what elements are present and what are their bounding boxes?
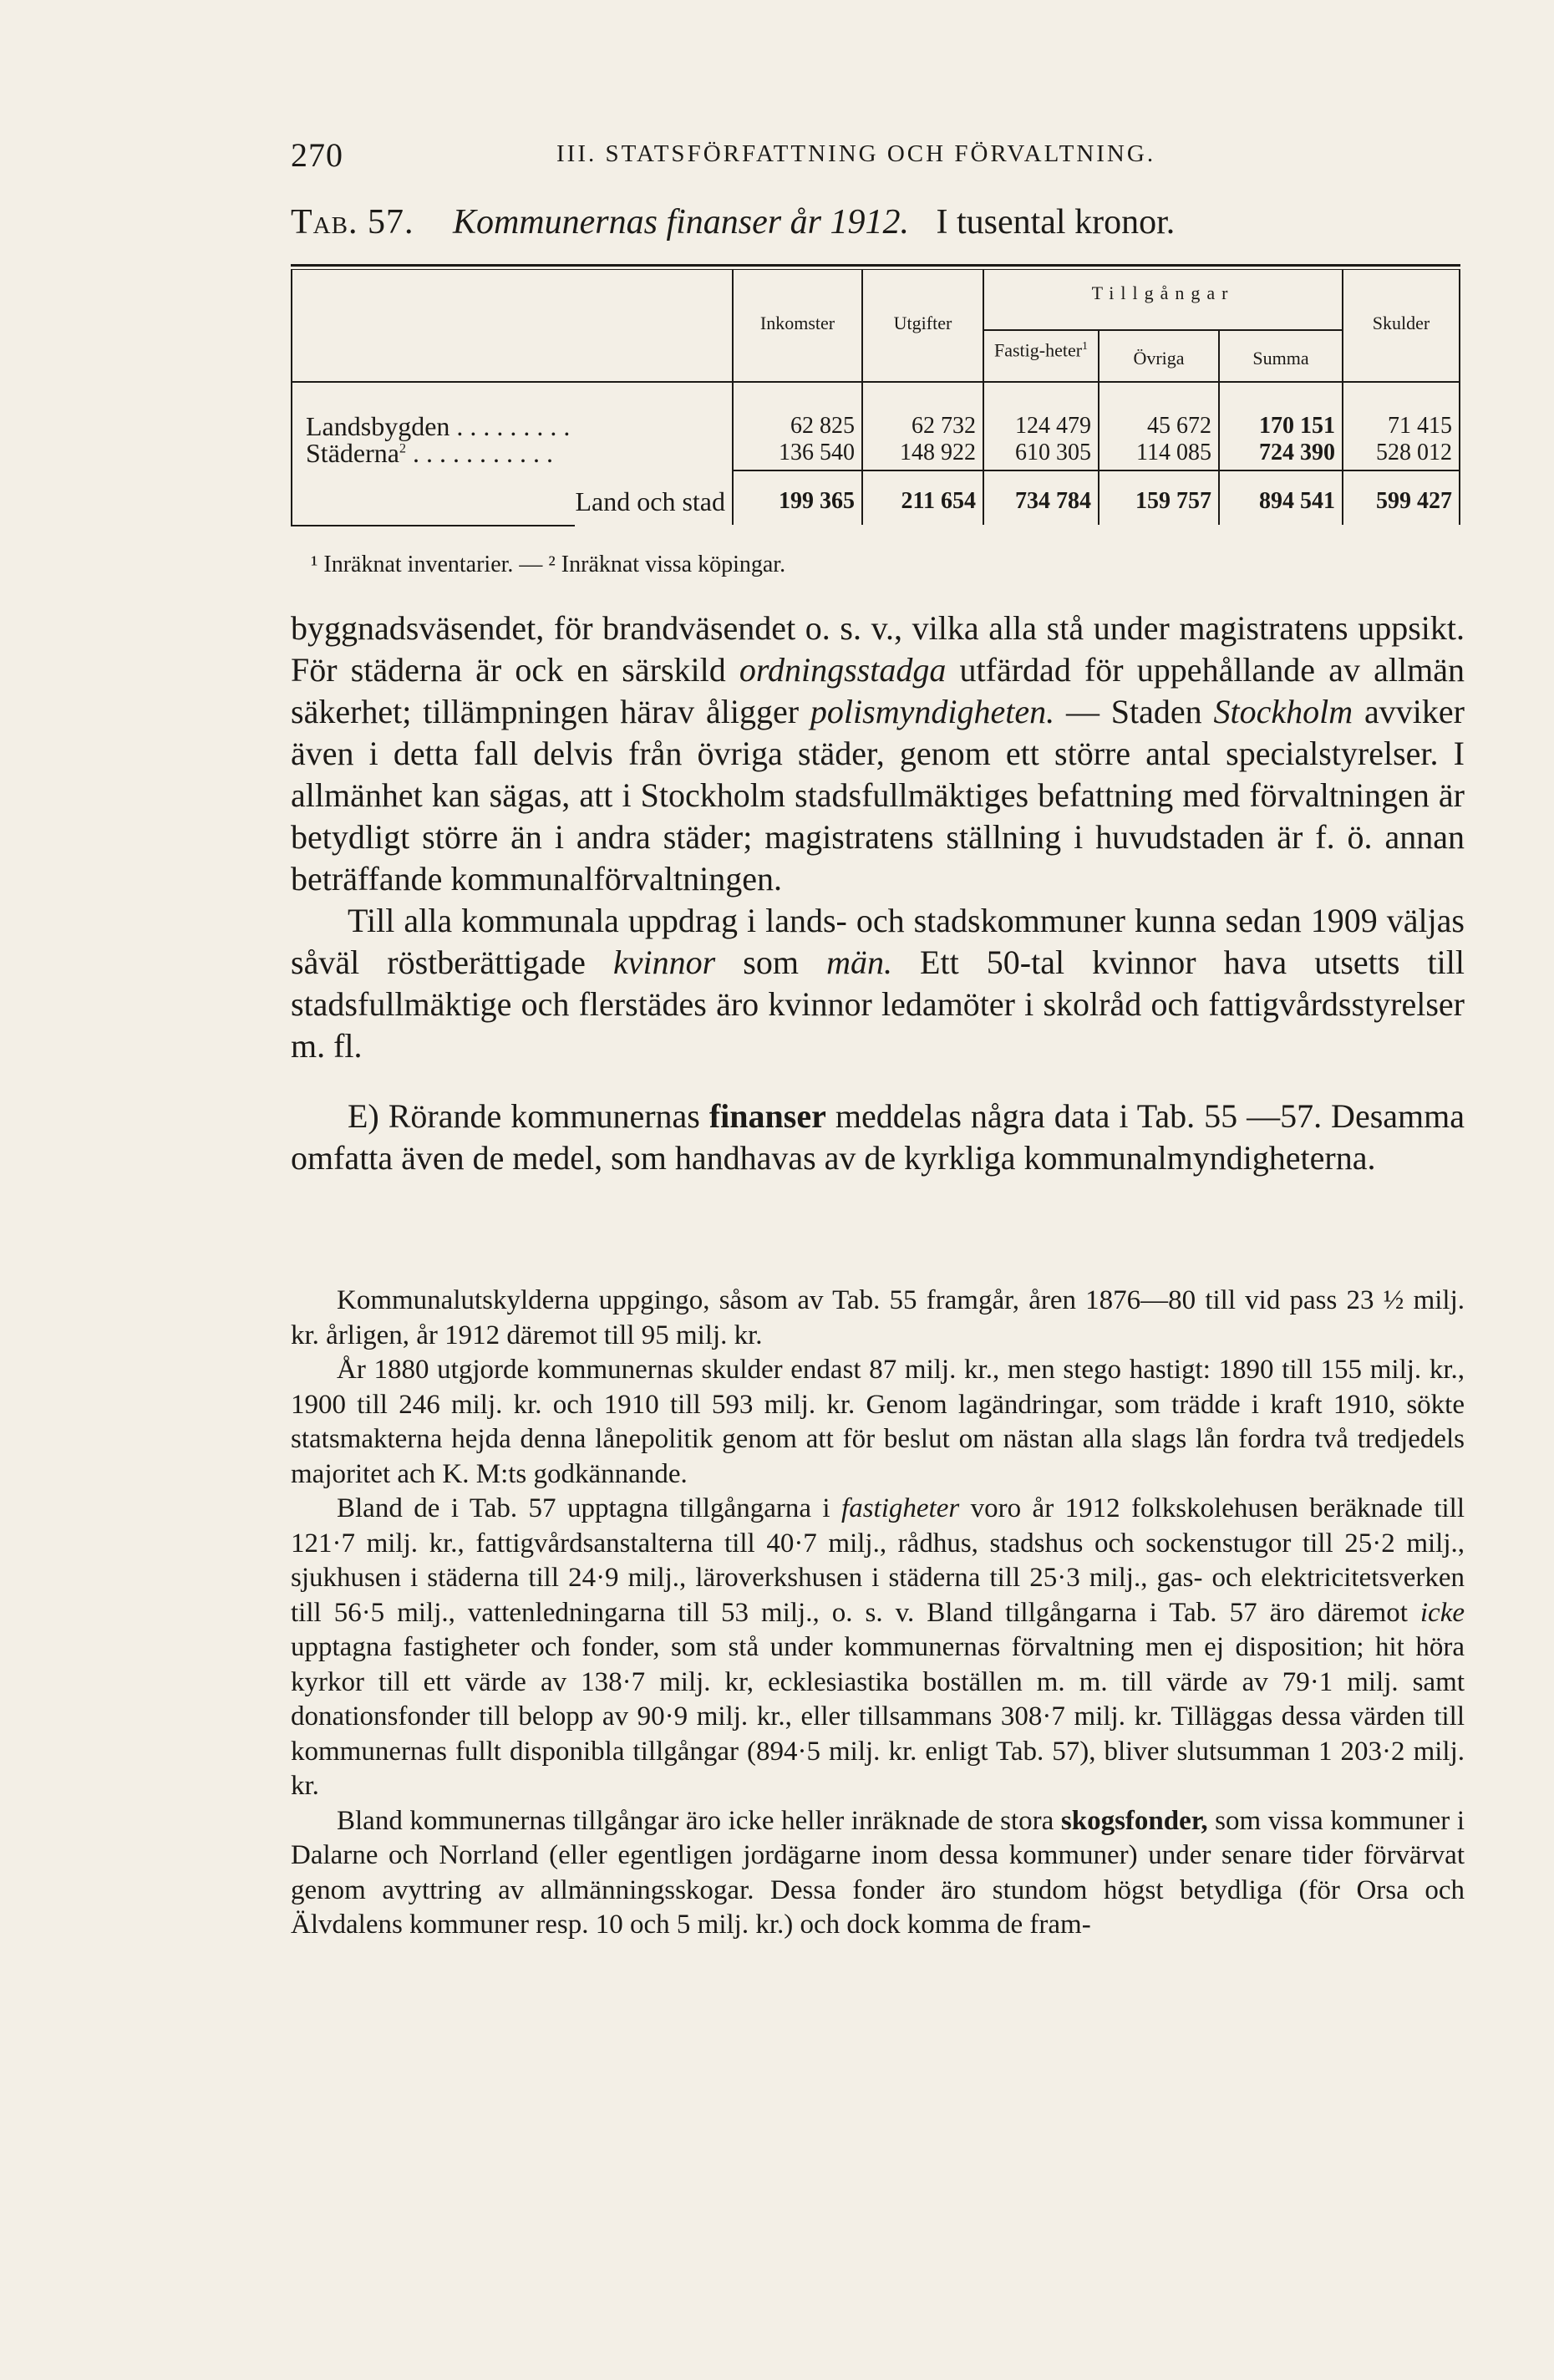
cell-ovriga: 114 085 <box>1136 440 1211 465</box>
paragraph: Till alla kommunala uppdrag i lands- och stadskommuner kunna sedan 1909 väljas såväl röstberättigade kvinnor som män. Ett 50-tal kvinnor hava utsetts till stadsfullmäktige och flerstädes äro kvinnor ledamöter i skolråd och fattigvårdsstyrelser m. fl. <box>291 902 1465 1065</box>
paragraph: byggnadsväsendet, för brandväsendet o. s. v., vilka alla stå under magistratens uppsikt. För städerna är ock en särskild ordningsstadga utfärdad för uppehållande av allmän säkerhet; tillämpningen härav åligger polismyndigheten. — Staden Stockholm avviker även i detta fall delvis från övriga städer, genom ett större antal specialstyrelser. I allmänhet kan sägas, att i Stockholm stadsfullmäktiges befattning med förvaltningen är betydligt större än i andra städer; magistratens ställning i huvudstaden är f. ö. annan beträffande kommunalförvaltningen. <box>291 609 1465 898</box>
col-summa: Summa <box>1252 348 1309 369</box>
row-label-landsbygden: Landsbygden . . . . . . . . . <box>306 411 571 441</box>
col-inkomster: Inkomster <box>759 313 835 333</box>
table-unit: I tusental kronor. <box>936 203 1176 242</box>
row-label-staderna: Städerna$^2$ . . . . . . . . . . . <box>306 438 553 468</box>
body-text-small <box>291 1284 1465 1943</box>
table-rule-top-thin <box>291 269 1460 270</box>
cell-skulder: 71 415 <box>1388 413 1452 439</box>
cell-summa: 170 151 <box>1259 413 1335 439</box>
cell-inkomster: 62 825 <box>790 413 855 439</box>
cell-fastigheter: 124 479 <box>1015 413 1091 439</box>
col-utgifter: Utgifter <box>893 313 952 333</box>
table-title: Kommunernas finanser år 1912. <box>452 203 909 242</box>
table-caption <box>291 202 1175 242</box>
cell-total-skulder: 599 427 <box>1376 488 1452 514</box>
cell-total-fastigheter: 734 784 <box>1015 488 1091 514</box>
col-skulder: Skulder <box>1372 313 1430 333</box>
table-footnote: ¹ Inräknat inventarier. — ² Inräknat vissa köpingar. <box>311 552 786 577</box>
cell-total-inkomster: 199 365 <box>779 488 855 514</box>
row-label-total: Land och stad <box>575 486 725 516</box>
table-rule-top <box>291 264 1460 267</box>
paragraph: Kommunalutskylderna uppgingo, såsom av Tab. 55 framgår, åren 1876—80 till vid pass 23 ½ milj. kr. årligen, år 1912 däremot till 95 milj. kr. <box>291 1285 1465 1350</box>
cell-summa: 724 390 <box>1259 440 1335 465</box>
cell-fastigheter: 610 305 <box>1015 440 1091 465</box>
running-title: III. STATSFÖRFATTNING OCH FÖRVALTNING. <box>556 140 1156 167</box>
cell-inkomster: 136 540 <box>779 440 855 465</box>
cell-skulder: 528 012 <box>1376 440 1452 465</box>
cell-total-ovriga: 159 757 <box>1135 488 1211 514</box>
section-heading-paragraph: E) Rörande kommunernas finanser meddelas några data i Tab. 55 —57. Desamma omfatta även de medel, som handhavas av de kyrkliga kommunalmyndigheterna. <box>291 1097 1465 1177</box>
cell-total-summa: 894 541 <box>1259 488 1335 514</box>
paragraph: År 1880 utgjorde kommunernas skulder endast 87 milj. kr., men stego hastigt: 1890 till 155 milj. kr., 1900 till 246 milj. kr. och 1910 till 593 milj. kr. Genom lagändringar, som trädde i kraft 1910, sökte statsmakterna hejda denna lånepolitik genom att för beslut om nästan alla slags lån fordra två tredjedels majoritet ach K. M:ts godkännande. <box>291 1355 1465 1489</box>
cell-utgifter: 62 732 <box>912 413 976 439</box>
table-number: Tab. 57. <box>291 203 414 242</box>
cell-total-utgifter: 211 654 <box>901 488 976 514</box>
cell-utgifter: 148 922 <box>900 440 976 465</box>
paragraph: Bland de i Tab. 57 upptagna tillgångarna i fastigheter voro år 1912 folkskolehusen beräknade till 121·7 milj. kr., fattigvårdsanstalterna till 40·7 milj., rådhus, stadshus och sockenstugor till 25·2 milj., sjukhusen i städerna till 24·9 milj., läroverkshusen i städerna till 25·3 milj., gas- och elektricitetsverken till 56·5 milj., vattenledningarna till 53 milj., o. s. v. Bland tillgångarna i Tab. 57 äro däremot icke upptagna fastigheter och fonder, som stå under kommunernas förvaltning men ej disposition; hit höra kyrkor till ett värde av 138·7 milj. kr, ecklesiastika boställen m. m. till värde av 79·1 milj. samt donationsfonder till belopp av 90·9 milj. kr., eller tillsammans 308·7 milj. kr. Tilläggas dessa värden till kommunernas fullt disponibla tillgångar (894·5 milj. kr. enligt Tab. 57), bliver slutsumman 1 203·2 milj. kr. <box>291 1493 1465 1801</box>
cell-ovriga: 45 672 <box>1147 413 1211 439</box>
col-ovriga: Övriga <box>1133 348 1185 369</box>
page-number: 270 <box>291 136 343 174</box>
running-head <box>291 135 1460 177</box>
col-fastigheter: Fastig-heter$^1$ <box>993 339 1089 361</box>
body-text-main <box>291 608 1465 1179</box>
finance-table <box>291 264 1460 531</box>
col-tillgangar: Tillgångar <box>1091 282 1235 303</box>
paragraph: Bland kommunernas tillgångar äro icke heller inräknade de stora skogsfonder, som vissa kommuner i Dalarne och Norrland (eller egentligen jordägarne inom dessa kommuner) under senare tider förvärvat genom avyttring av allmänningsskogar. Dessa fonder äro stundom högst betydliga (för Orsa och Älvdalens kommuner resp. 10 och 5 milj. kr.) och dock komma de fram- <box>291 1805 1465 1940</box>
